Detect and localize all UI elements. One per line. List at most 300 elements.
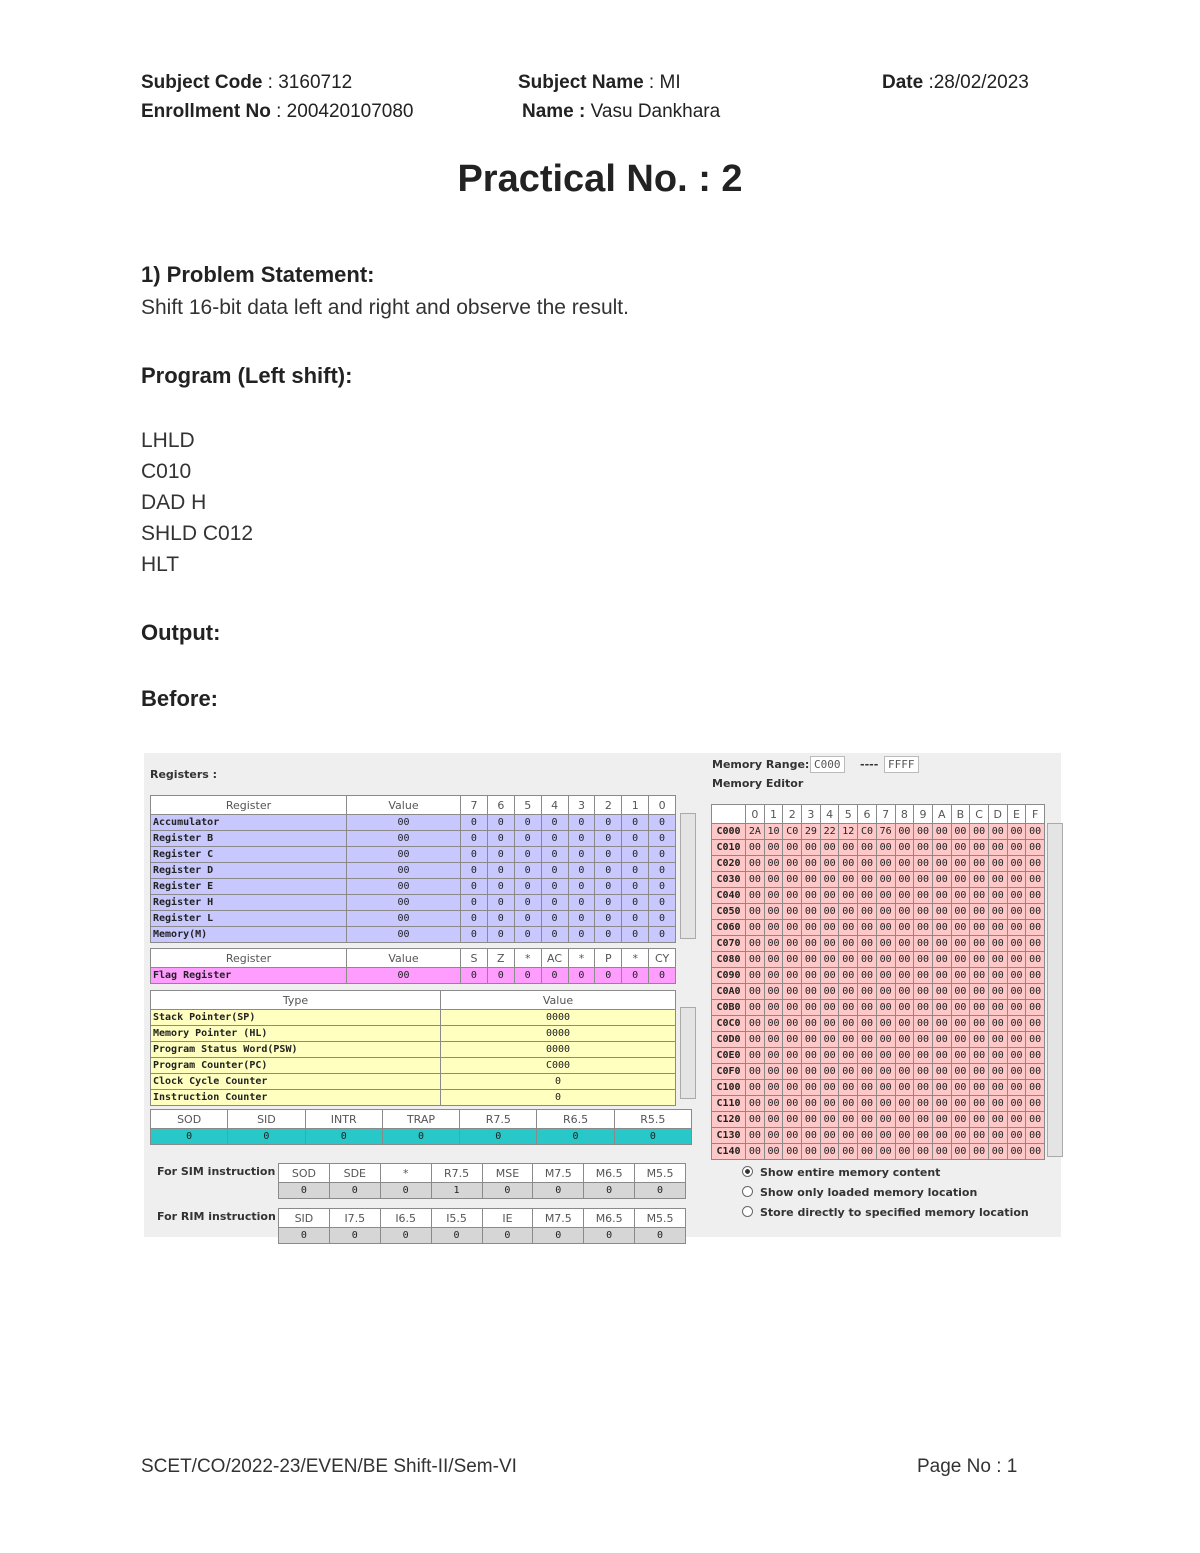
memory-cell[interactable]: 00 [951,904,970,920]
memory-cell[interactable]: 00 [1007,1112,1026,1128]
memory-cell[interactable]: 00 [820,1144,839,1160]
memory-cell[interactable]: 00 [970,1064,989,1080]
memory-cell[interactable]: 00 [988,1144,1007,1160]
memory-cell[interactable]: 00 [876,968,895,984]
memory-cell[interactable]: 00 [839,952,858,968]
memory-cell[interactable]: 00 [988,1080,1007,1096]
memory-cell[interactable]: 00 [914,1000,933,1016]
register-bit[interactable]: 0 [514,847,541,863]
memory-cell[interactable]: 00 [988,1000,1007,1016]
memory-cell[interactable]: 00 [932,840,951,856]
memory-cell[interactable]: 29 [802,824,821,840]
register-bit[interactable]: 0 [622,879,649,895]
memory-cell[interactable]: 00 [951,952,970,968]
memory-cell[interactable]: 00 [1026,1096,1045,1112]
register-value[interactable]: 00 [347,815,461,831]
memory-cell[interactable]: 00 [951,1128,970,1144]
memory-cell[interactable]: 00 [932,1016,951,1032]
memory-cell[interactable]: 00 [876,888,895,904]
memory-cell[interactable]: 00 [764,904,783,920]
register-bit[interactable]: 0 [568,879,595,895]
memory-cell[interactable]: 00 [858,1000,877,1016]
register-bit[interactable]: 0 [487,895,514,911]
memory-cell[interactable]: 00 [932,1048,951,1064]
memory-cell[interactable]: 00 [746,1016,765,1032]
memory-cell[interactable]: 00 [839,904,858,920]
memory-cell[interactable]: 00 [764,1080,783,1096]
memory-cell[interactable]: 00 [951,1000,970,1016]
memory-cell[interactable]: 00 [951,1112,970,1128]
memory-cell[interactable]: 00 [1007,1048,1026,1064]
register-bit[interactable]: 0 [514,831,541,847]
memory-cell[interactable]: 00 [951,1144,970,1160]
memory-cell[interactable]: 00 [858,1128,877,1144]
register-bit[interactable]: 0 [649,879,676,895]
register-bit[interactable]: 0 [595,927,622,943]
memory-cell[interactable]: 00 [895,840,914,856]
memory-cell[interactable]: 00 [988,888,1007,904]
memory-cell[interactable]: 00 [932,872,951,888]
memory-cell[interactable]: 00 [746,1032,765,1048]
memory-cell[interactable]: 00 [895,952,914,968]
memory-cell[interactable]: 00 [783,1048,802,1064]
memory-cell[interactable]: 00 [895,856,914,872]
memory-cell[interactable]: 00 [783,936,802,952]
memory-cell[interactable]: 00 [802,1048,821,1064]
memory-cell[interactable]: 00 [746,920,765,936]
memory-cell[interactable]: 00 [951,824,970,840]
memory-cell[interactable]: 00 [746,1000,765,1016]
register-bit[interactable]: 0 [514,911,541,927]
memory-cell[interactable]: 00 [764,856,783,872]
register-bit[interactable]: 0 [541,895,568,911]
memory-cell[interactable]: 00 [783,1016,802,1032]
memory-cell[interactable]: 00 [876,1032,895,1048]
memory-cell[interactable]: 00 [970,984,989,1000]
memory-cell[interactable]: 00 [1007,1016,1026,1032]
memory-cell[interactable]: 00 [783,968,802,984]
memory-cell[interactable]: 00 [802,1016,821,1032]
memory-cell[interactable]: 00 [951,1048,970,1064]
interrupt-value[interactable]: 0 [382,1129,459,1145]
memory-cell[interactable]: 00 [1007,1080,1026,1096]
interrupt-value[interactable]: 0 [537,1129,614,1145]
memory-cell[interactable]: 00 [876,1080,895,1096]
memory-cell[interactable]: 00 [858,1048,877,1064]
memory-cell[interactable]: 00 [876,1016,895,1032]
memory-cell[interactable]: 00 [839,1128,858,1144]
register-value[interactable]: 00 [347,927,461,943]
register-bit[interactable]: 0 [487,847,514,863]
memory-cell[interactable]: 00 [1007,1128,1026,1144]
memory-cell[interactable]: 00 [988,1048,1007,1064]
memory-cell[interactable]: 00 [1026,952,1045,968]
memory-cell[interactable]: 00 [1007,1064,1026,1080]
interrupt-value[interactable]: 0 [228,1129,305,1145]
memory-cell[interactable]: 00 [914,1112,933,1128]
memory-cell[interactable]: 00 [895,1112,914,1128]
sim-value[interactable]: 0 [635,1183,686,1199]
sim-value[interactable]: 0 [533,1183,584,1199]
memory-cell[interactable]: 00 [876,1048,895,1064]
memory-cell[interactable]: 00 [839,936,858,952]
memory-cell[interactable]: 00 [951,856,970,872]
memory-cell[interactable]: 00 [764,984,783,1000]
flag-register-value[interactable]: 00 [347,968,461,984]
memory-cell[interactable]: 00 [839,920,858,936]
register-bit[interactable]: 0 [595,879,622,895]
rim-value[interactable]: 0 [329,1228,380,1244]
pointer-scrollbar[interactable] [680,1007,696,1099]
memory-cell[interactable]: 00 [1026,1048,1045,1064]
memory-cell[interactable]: 00 [802,936,821,952]
memory-cell[interactable]: 00 [932,1112,951,1128]
memory-cell[interactable]: 00 [988,904,1007,920]
memory-cell[interactable]: 00 [802,1112,821,1128]
memory-cell[interactable]: 00 [1026,1032,1045,1048]
memory-cell[interactable]: 00 [858,920,877,936]
memory-cell[interactable]: 00 [932,1144,951,1160]
memory-cell[interactable]: 00 [876,936,895,952]
register-bit[interactable]: 0 [541,847,568,863]
sim-value[interactable]: 0 [329,1183,380,1199]
register-bit[interactable]: 0 [514,927,541,943]
memory-cell[interactable]: 00 [970,888,989,904]
memory-view-radio[interactable] [742,1166,940,1179]
memory-cell[interactable]: 00 [951,1064,970,1080]
memory-cell[interactable]: 00 [802,1096,821,1112]
memory-cell[interactable]: 00 [876,1064,895,1080]
memory-cell[interactable]: 00 [876,1128,895,1144]
memory-cell[interactable]: 00 [951,984,970,1000]
memory-cell[interactable]: 00 [783,1064,802,1080]
memory-cell[interactable]: 00 [932,824,951,840]
memory-cell[interactable]: 00 [932,856,951,872]
memory-cell[interactable]: 00 [820,1096,839,1112]
memory-cell[interactable]: 00 [820,1128,839,1144]
flag-bit[interactable]: 0 [595,968,622,984]
memory-cell[interactable]: 00 [970,1032,989,1048]
register-bit[interactable]: 0 [622,831,649,847]
register-bit[interactable]: 0 [649,847,676,863]
memory-cell[interactable]: 00 [1007,936,1026,952]
memory-cell[interactable]: 00 [858,1112,877,1128]
memory-cell[interactable]: 00 [764,1096,783,1112]
register-bit[interactable]: 0 [487,911,514,927]
memory-cell[interactable]: 00 [783,1096,802,1112]
register-scrollbar[interactable] [680,813,696,939]
memory-cell[interactable]: 00 [970,1128,989,1144]
memory-cell[interactable]: 2A [746,824,765,840]
memory-cell[interactable]: 00 [783,1000,802,1016]
memory-cell[interactable]: 00 [802,840,821,856]
memory-cell[interactable]: 00 [895,1096,914,1112]
memory-cell[interactable]: 00 [970,1144,989,1160]
memory-cell[interactable]: 00 [802,968,821,984]
memory-cell[interactable]: 00 [970,920,989,936]
memory-cell[interactable]: 00 [839,1112,858,1128]
memory-cell[interactable]: 00 [764,1000,783,1016]
register-bit[interactable]: 0 [649,895,676,911]
register-bit[interactable]: 0 [461,815,488,831]
memory-cell[interactable]: 00 [914,856,933,872]
register-bit[interactable]: 0 [649,863,676,879]
memory-cell[interactable]: 00 [932,1096,951,1112]
memory-cell[interactable]: 00 [764,968,783,984]
memory-cell[interactable]: 00 [932,1000,951,1016]
memory-cell[interactable]: 00 [820,984,839,1000]
memory-cell[interactable]: 00 [914,1048,933,1064]
rim-value[interactable]: 0 [279,1228,330,1244]
memory-cell[interactable]: 00 [1007,840,1026,856]
memory-range-from-input[interactable]: C000 [810,756,845,773]
memory-cell[interactable]: 00 [1007,856,1026,872]
memory-cell[interactable]: 00 [746,1128,765,1144]
memory-cell[interactable]: 00 [914,888,933,904]
register-bit[interactable]: 0 [568,911,595,927]
memory-cell[interactable]: 00 [764,952,783,968]
memory-cell[interactable]: 00 [858,1032,877,1048]
memory-cell[interactable]: 00 [988,984,1007,1000]
memory-cell[interactable]: 00 [932,1080,951,1096]
sim-value[interactable]: 0 [584,1183,635,1199]
memory-cell[interactable]: 00 [951,888,970,904]
memory-cell[interactable]: 00 [839,888,858,904]
memory-cell[interactable]: 00 [914,1080,933,1096]
memory-cell[interactable]: 00 [802,856,821,872]
register-bit[interactable]: 0 [514,815,541,831]
memory-cell[interactable]: 00 [914,936,933,952]
memory-cell[interactable]: 00 [764,1016,783,1032]
memory-cell[interactable]: 00 [988,1064,1007,1080]
memory-cell[interactable]: 00 [802,1144,821,1160]
memory-cell[interactable]: 00 [802,1080,821,1096]
memory-cell[interactable]: 00 [783,984,802,1000]
register-bit[interactable]: 0 [541,927,568,943]
memory-cell[interactable]: 00 [746,1144,765,1160]
memory-cell[interactable]: C0 [783,824,802,840]
memory-cell[interactable]: 00 [1007,952,1026,968]
memory-cell[interactable]: 00 [802,888,821,904]
register-bit[interactable]: 0 [649,911,676,927]
memory-cell[interactable]: 00 [839,1144,858,1160]
flag-bit[interactable]: 0 [622,968,649,984]
register-bit[interactable]: 0 [595,895,622,911]
memory-cell[interactable]: 00 [802,1128,821,1144]
memory-cell[interactable]: 00 [858,904,877,920]
memory-cell[interactable]: 00 [1026,936,1045,952]
memory-cell[interactable]: 00 [970,936,989,952]
memory-cell[interactable]: 00 [1026,1000,1045,1016]
memory-cell[interactable]: 00 [876,1000,895,1016]
sim-value[interactable]: 1 [431,1183,482,1199]
memory-cell[interactable]: 00 [951,1080,970,1096]
memory-cell[interactable]: 00 [764,888,783,904]
memory-cell[interactable]: 00 [746,968,765,984]
memory-cell[interactable]: 00 [914,920,933,936]
register-value[interactable]: 00 [347,895,461,911]
pointer-value[interactable]: 0000 [441,1042,676,1058]
memory-cell[interactable]: 00 [858,888,877,904]
register-bit[interactable]: 0 [649,927,676,943]
memory-cell[interactable]: 00 [783,1128,802,1144]
register-value[interactable]: 00 [347,911,461,927]
memory-cell[interactable]: 00 [895,984,914,1000]
memory-cell[interactable]: 00 [914,984,933,1000]
memory-cell[interactable]: 00 [988,872,1007,888]
memory-cell[interactable]: 00 [746,840,765,856]
register-bit[interactable]: 0 [595,831,622,847]
register-bit[interactable]: 0 [461,911,488,927]
memory-cell[interactable]: 00 [1007,824,1026,840]
memory-cell[interactable]: 00 [895,1000,914,1016]
memory-cell[interactable]: 00 [988,1112,1007,1128]
memory-cell[interactable]: 00 [1026,1128,1045,1144]
memory-cell[interactable]: 00 [970,1000,989,1016]
memory-cell[interactable]: 00 [951,968,970,984]
memory-cell[interactable]: 00 [1026,888,1045,904]
memory-cell[interactable]: 00 [783,840,802,856]
rim-value[interactable]: 0 [635,1228,686,1244]
memory-cell[interactable]: 00 [895,904,914,920]
memory-cell[interactable]: 00 [783,1032,802,1048]
sim-value[interactable]: 0 [380,1183,431,1199]
memory-cell[interactable]: 00 [1007,1000,1026,1016]
memory-cell[interactable]: 00 [802,920,821,936]
memory-cell[interactable]: 00 [914,824,933,840]
flag-bit[interactable]: 0 [461,968,488,984]
memory-cell[interactable]: 00 [988,856,1007,872]
register-bit[interactable]: 0 [461,895,488,911]
memory-cell[interactable]: 00 [858,856,877,872]
memory-cell[interactable]: 00 [970,1016,989,1032]
memory-cell[interactable]: 12 [839,824,858,840]
memory-cell[interactable]: 00 [858,1144,877,1160]
memory-cell[interactable]: 00 [858,1016,877,1032]
sim-value[interactable]: 0 [482,1183,533,1199]
register-bit[interactable]: 0 [461,879,488,895]
flag-bit[interactable]: 0 [649,968,676,984]
memory-cell[interactable]: 00 [783,1144,802,1160]
memory-cell[interactable]: 00 [802,984,821,1000]
memory-cell[interactable]: 00 [820,840,839,856]
pointer-value[interactable]: 0 [441,1090,676,1106]
register-bit[interactable]: 0 [514,879,541,895]
register-bit[interactable]: 0 [568,815,595,831]
flag-bit[interactable]: 0 [487,968,514,984]
memory-cell[interactable]: 00 [951,1096,970,1112]
memory-cell[interactable]: 00 [820,1000,839,1016]
pointer-value[interactable]: 0000 [441,1010,676,1026]
memory-cell[interactable]: 00 [932,968,951,984]
memory-cell[interactable]: 00 [802,1064,821,1080]
register-bit[interactable]: 0 [541,879,568,895]
memory-cell[interactable]: 00 [914,968,933,984]
register-bit[interactable]: 0 [595,847,622,863]
radio-circle[interactable] [742,1166,753,1177]
memory-cell[interactable]: 00 [820,1048,839,1064]
memory-cell[interactable]: 00 [764,840,783,856]
memory-cell[interactable]: 00 [914,1064,933,1080]
memory-cell[interactable]: 00 [988,1032,1007,1048]
memory-cell[interactable]: 00 [858,872,877,888]
memory-cell[interactable]: 00 [932,1128,951,1144]
register-bit[interactable]: 0 [487,879,514,895]
register-bit[interactable]: 0 [487,831,514,847]
memory-cell[interactable]: 00 [951,1016,970,1032]
pointer-value[interactable]: 0 [441,1074,676,1090]
memory-cell[interactable]: 00 [1026,904,1045,920]
memory-cell[interactable]: 00 [970,1080,989,1096]
memory-cell[interactable]: 00 [970,840,989,856]
memory-cell[interactable]: 00 [895,1048,914,1064]
memory-cell[interactable]: 00 [895,968,914,984]
memory-cell[interactable]: 00 [970,1048,989,1064]
memory-cell[interactable]: 00 [820,920,839,936]
flag-bit[interactable]: 0 [568,968,595,984]
memory-cell[interactable]: 00 [746,1096,765,1112]
memory-cell[interactable]: 00 [932,1064,951,1080]
memory-cell[interactable]: 00 [1026,1080,1045,1096]
register-bit[interactable]: 0 [568,863,595,879]
memory-cell[interactable]: 00 [876,1144,895,1160]
memory-cell[interactable]: 00 [988,824,1007,840]
pointer-value[interactable]: C000 [441,1058,676,1074]
memory-cell[interactable]: 00 [858,984,877,1000]
memory-cell[interactable]: 00 [951,936,970,952]
memory-cell[interactable]: 00 [876,952,895,968]
sim-value[interactable]: 0 [279,1183,330,1199]
memory-cell[interactable]: 00 [1007,904,1026,920]
memory-cell[interactable]: 00 [914,1016,933,1032]
rim-value[interactable]: 0 [380,1228,431,1244]
register-bit[interactable]: 0 [622,927,649,943]
memory-cell[interactable]: 00 [876,840,895,856]
memory-cell[interactable]: 00 [1026,1064,1045,1080]
memory-cell[interactable]: 00 [895,920,914,936]
interrupt-value[interactable]: 0 [305,1129,382,1145]
memory-cell[interactable]: 22 [820,824,839,840]
register-bit[interactable]: 0 [568,847,595,863]
register-bit[interactable]: 0 [541,863,568,879]
memory-cell[interactable]: 00 [1026,1144,1045,1160]
memory-cell[interactable]: 00 [914,1128,933,1144]
memory-cell[interactable]: 00 [839,1080,858,1096]
register-bit[interactable]: 0 [541,911,568,927]
register-value[interactable]: 00 [347,879,461,895]
memory-cell[interactable]: 00 [895,1080,914,1096]
memory-view-radio[interactable] [742,1186,977,1199]
memory-cell[interactable]: 00 [951,920,970,936]
memory-cell[interactable]: 00 [988,1016,1007,1032]
memory-cell[interactable]: 00 [783,920,802,936]
memory-cell[interactable]: 00 [1026,968,1045,984]
memory-cell[interactable]: 00 [988,920,1007,936]
memory-cell[interactable]: 00 [1026,824,1045,840]
memory-cell[interactable]: 00 [1007,1096,1026,1112]
memory-cell[interactable]: 00 [988,1128,1007,1144]
register-bit[interactable]: 0 [514,895,541,911]
memory-cell[interactable]: 00 [820,1032,839,1048]
memory-cell[interactable]: 00 [858,968,877,984]
memory-cell[interactable]: 00 [1007,872,1026,888]
memory-cell[interactable]: 00 [895,1064,914,1080]
memory-cell[interactable]: 00 [914,904,933,920]
memory-cell[interactable]: 00 [1007,984,1026,1000]
memory-cell[interactable]: 76 [876,824,895,840]
memory-cell[interactable]: 00 [802,1000,821,1016]
memory-cell[interactable]: 00 [988,968,1007,984]
